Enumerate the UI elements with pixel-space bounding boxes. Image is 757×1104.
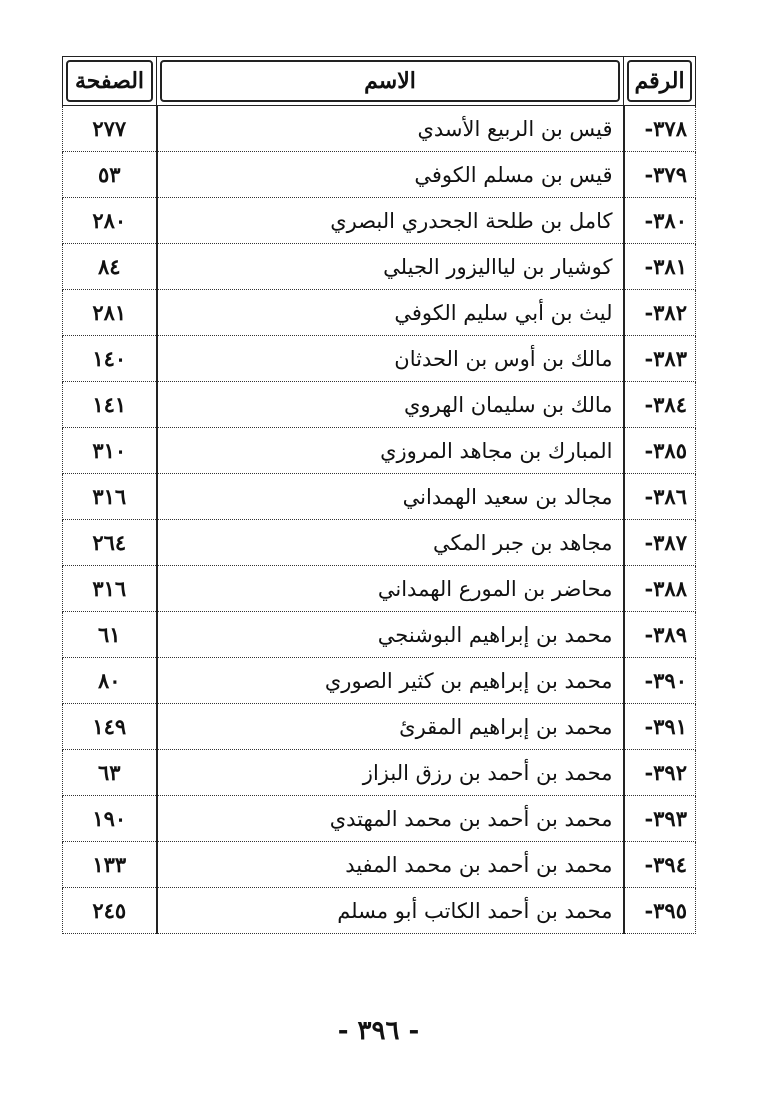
entry-number: ٣٨٢- xyxy=(624,290,696,336)
entry-page: ١٤١ xyxy=(63,382,157,428)
entry-page: ١٩٠ xyxy=(63,796,157,842)
entry-number: ٣٩٢- xyxy=(624,750,696,796)
entry-number: ٣٨٩- xyxy=(624,612,696,658)
entry-name: محمد بن أحمد الكاتب أبو مسلم xyxy=(157,888,624,934)
entry-name: قيس بن مسلم الكوفي xyxy=(157,152,624,198)
table-header-row xyxy=(63,57,696,106)
table-row xyxy=(63,796,696,842)
entry-number: ٣٩٠- xyxy=(624,658,696,704)
table-row xyxy=(63,106,696,152)
entry-page: ٢٤٥ xyxy=(63,888,157,934)
entry-number: ٣٨١- xyxy=(624,244,696,290)
entry-page: ٢٧٧ xyxy=(63,106,157,152)
table-row xyxy=(63,244,696,290)
table-row xyxy=(63,428,696,474)
entry-page: ١٤٩ xyxy=(63,704,157,750)
table-row xyxy=(63,842,696,888)
entry-page: ١٣٣ xyxy=(63,842,157,888)
entry-page: ٨٤ xyxy=(63,244,157,290)
header-name-label: الاسم xyxy=(160,60,620,102)
entry-name: محمد بن إبراهيم البوشنجي xyxy=(157,612,624,658)
entry-name: مجاهد بن جبر المكي xyxy=(157,520,624,566)
entry-number: ٣٩٥- xyxy=(624,888,696,934)
table-row xyxy=(63,888,696,934)
entry-name: محمد بن أحمد بن محمد المهتدي xyxy=(157,796,624,842)
table-row xyxy=(63,336,696,382)
header-page xyxy=(63,57,157,106)
page-number: - ٣٩٦ - xyxy=(337,1016,420,1046)
table-row xyxy=(63,750,696,796)
entry-name: محمد بن إبراهيم بن كثير الصوري xyxy=(157,658,624,704)
header-name xyxy=(157,57,624,106)
entry-number: ٣٨٣- xyxy=(624,336,696,382)
table-body xyxy=(63,106,696,934)
entry-page: ٨٠ xyxy=(63,658,157,704)
entry-page: ١٤٠ xyxy=(63,336,157,382)
entry-name: محمد بن أحمد بن محمد المفيد xyxy=(157,842,624,888)
index-table xyxy=(62,56,696,934)
entry-number: ٣٩٣- xyxy=(624,796,696,842)
entry-page: ٦١ xyxy=(63,612,157,658)
entry-page: ٥٣ xyxy=(63,152,157,198)
entry-name: محاضر بن المورع الهمداني xyxy=(157,566,624,612)
table-row xyxy=(63,474,696,520)
entry-name: كوشيار بن ليااليزور الجيلي xyxy=(157,244,624,290)
table-row xyxy=(63,566,696,612)
entry-name: مالك بن سليمان الهروي xyxy=(157,382,624,428)
entry-name: محمد بن أحمد بن رزق البزاز xyxy=(157,750,624,796)
entry-name: مجالد بن سعيد الهمداني xyxy=(157,474,624,520)
entry-number: ٣٧٩- xyxy=(624,152,696,198)
entry-page: ٢٨٠ xyxy=(63,198,157,244)
entry-number: ٣٨٠- xyxy=(624,198,696,244)
entry-number: ٣٨٦- xyxy=(624,474,696,520)
entry-name: مالك بن أوس بن الحدثان xyxy=(157,336,624,382)
entry-number: ٣٨٥- xyxy=(624,428,696,474)
table-row xyxy=(63,704,696,750)
table-row xyxy=(63,658,696,704)
header-page-label: الصفحة xyxy=(66,60,153,102)
table-row xyxy=(63,152,696,198)
entry-name: المبارك بن مجاهد المروزي xyxy=(157,428,624,474)
entry-page: ٢٦٤ xyxy=(63,520,157,566)
entry-number: ٣٩٤- xyxy=(624,842,696,888)
entry-page: ٣١٠ xyxy=(63,428,157,474)
table-row xyxy=(63,198,696,244)
header-number xyxy=(624,57,696,106)
table-row xyxy=(63,290,696,336)
table-row xyxy=(63,520,696,566)
table-row xyxy=(63,612,696,658)
entry-page: ٢٨١ xyxy=(63,290,157,336)
entry-number: ٣٨٨- xyxy=(624,566,696,612)
entry-number: ٣٨٤- xyxy=(624,382,696,428)
table-row xyxy=(63,382,696,428)
entry-name: محمد بن إبراهيم المقرئ xyxy=(157,704,624,750)
entry-name: كامل بن طلحة الجحدري البصري xyxy=(157,198,624,244)
entry-name: قيس بن الربيع الأسدي xyxy=(157,106,624,152)
entry-number: ٣٧٨- xyxy=(624,106,696,152)
entry-number: ٣٨٧- xyxy=(624,520,696,566)
entry-name: ليث بن أبي سليم الكوفي xyxy=(157,290,624,336)
entry-page: ٦٣ xyxy=(63,750,157,796)
entry-number: ٣٩١- xyxy=(624,704,696,750)
header-number-label: الرقم xyxy=(627,60,692,102)
entry-page: ٣١٦ xyxy=(63,566,157,612)
entry-page: ٣١٦ xyxy=(63,474,157,520)
